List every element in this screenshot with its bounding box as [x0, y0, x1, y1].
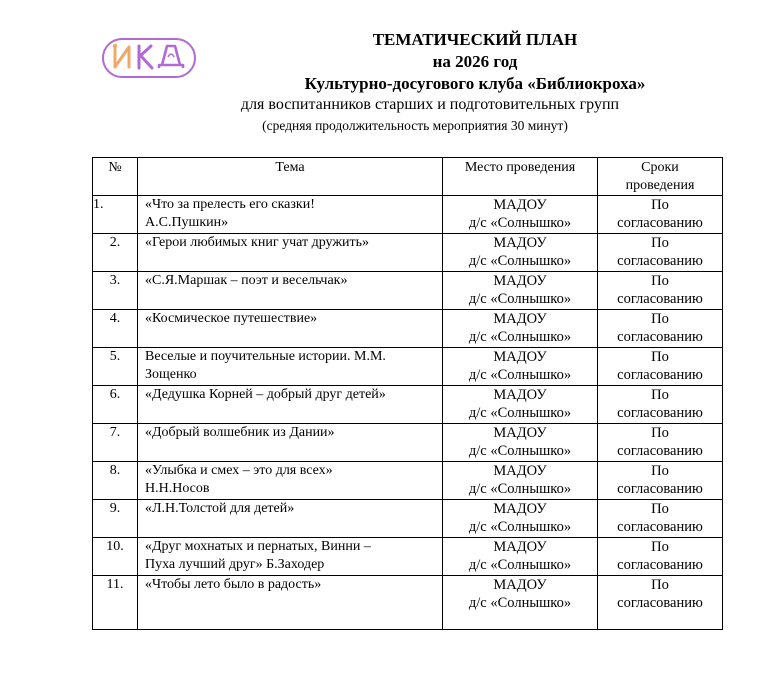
doc-year: на 2026 год [432, 52, 518, 71]
col-header-term [598, 158, 723, 196]
row-term-line2: согласованию [617, 367, 703, 383]
row-place-line1: МАДОУ [493, 577, 547, 593]
row-term-line2: согласованию [617, 557, 703, 573]
row-term-line1: По [651, 235, 669, 251]
table-row [93, 196, 723, 234]
row-term-line1: По [651, 197, 669, 213]
row-term-line2: согласованию [617, 291, 703, 307]
row-place-line1: МАДОУ [493, 463, 547, 479]
row-place-line2: д/с «Солнышко» [468, 443, 572, 459]
row-place [443, 576, 598, 630]
row-place-line2: д/с «Солнышко» [468, 253, 572, 269]
row-number: 8. [93, 462, 138, 500]
row-number: 6. [93, 386, 138, 424]
row-place-line1: МАДОУ [493, 387, 547, 403]
row-term [598, 272, 723, 310]
row-place-line1: МАДОУ [493, 539, 547, 555]
row-place [443, 310, 598, 348]
table-header-row [93, 158, 723, 196]
row-topic-line2: А.С.Пушкин» [145, 215, 229, 230]
row-term [598, 348, 723, 386]
col-header-term-line2: проведения [625, 178, 695, 193]
row-term [598, 424, 723, 462]
row-place-line1: МАДОУ [493, 349, 547, 365]
row-term-line1: По [651, 425, 669, 441]
row-place-line2: д/с «Солнышко» [468, 481, 572, 497]
row-topic [138, 310, 443, 348]
row-term-line1: По [651, 349, 669, 365]
row-place [443, 272, 598, 310]
row-term-line2: согласованию [617, 519, 703, 535]
row-term [598, 386, 723, 424]
row-term-line1: По [651, 539, 669, 555]
row-topic-line1: «Друг мохнатых и пернатых, Винни – [145, 539, 371, 554]
row-place-line1: МАДОУ [493, 197, 547, 213]
row-topic [138, 348, 443, 386]
row-place [443, 234, 598, 272]
row-topic [138, 386, 443, 424]
table-row [93, 462, 723, 500]
plan-table [92, 157, 723, 630]
table-row [93, 538, 723, 576]
row-term [598, 500, 723, 538]
row-term-line1: По [651, 311, 669, 327]
table-row [93, 310, 723, 348]
row-place-line2: д/с «Солнышко» [468, 291, 572, 307]
table-row [93, 272, 723, 310]
row-term-line1: По [651, 463, 669, 479]
row-place-line2: д/с «Солнышко» [468, 595, 572, 611]
row-term [598, 234, 723, 272]
row-place [443, 386, 598, 424]
row-topic [138, 462, 443, 500]
doc-title: ТЕМАТИЧЕСКИЙ ПЛАН [372, 30, 578, 49]
row-place-line1: МАДОУ [493, 273, 547, 289]
row-topic-line1: «С.Я.Маршак – поэт и весельчак» [145, 273, 348, 288]
row-number: 4. [93, 310, 138, 348]
row-term-line1: По [651, 387, 669, 403]
row-topic [138, 196, 443, 234]
table-body [93, 196, 723, 630]
row-place [443, 462, 598, 500]
row-topic-line2: Пуха лучший друг» Б.Заходер [145, 557, 325, 572]
row-topic [138, 424, 443, 462]
row-term [598, 538, 723, 576]
row-topic [138, 500, 443, 538]
row-place-line1: МАДОУ [493, 235, 547, 251]
doc-club-name: Культурно-досугового клуба «Библиокроха» [304, 74, 646, 93]
row-term-line1: По [651, 577, 669, 593]
row-topic [138, 538, 443, 576]
table-row [93, 348, 723, 386]
row-place [443, 424, 598, 462]
row-place-line2: д/с «Солнышко» [468, 557, 572, 573]
row-term-line2: согласованию [617, 329, 703, 345]
row-number: 10. [93, 538, 138, 576]
table-row [93, 500, 723, 538]
row-term-line2: согласованию [617, 253, 703, 269]
row-topic [138, 272, 443, 310]
row-term-line2: согласованию [617, 405, 703, 421]
row-topic-line1: «Дедушка Корней – добрый друг детей» [145, 387, 386, 402]
row-place [443, 500, 598, 538]
row-topic-line1: «Космическое путешествие» [145, 311, 318, 326]
row-number: 5. [93, 348, 138, 386]
row-term-line2: согласованию [617, 215, 703, 231]
col-header-topic: Тема [138, 158, 443, 196]
row-place [443, 538, 598, 576]
row-topic-line1: «Чтобы лето было в радость» [145, 577, 322, 592]
row-place [443, 196, 598, 234]
row-term-line2: согласованию [617, 595, 703, 611]
row-number: 3. [93, 272, 138, 310]
row-place-line2: д/с «Солнышко» [468, 215, 572, 231]
row-place-line2: д/с «Солнышко» [468, 405, 572, 421]
row-term-line1: По [651, 273, 669, 289]
row-term [598, 576, 723, 630]
table-row [93, 424, 723, 462]
row-number: 2. [93, 234, 138, 272]
row-term [598, 196, 723, 234]
col-header-place: Место проведения [443, 158, 598, 196]
row-number: 11. [93, 576, 138, 630]
row-topic [138, 234, 443, 272]
row-term [598, 310, 723, 348]
row-topic-line2: Н.Н.Носов [145, 481, 210, 496]
row-term-line2: согласованию [617, 443, 703, 459]
col-header-num: № [93, 158, 138, 196]
doc-duration-note: (средняя продолжительность мероприятия 30 минут) [262, 118, 568, 133]
row-place-line1: МАДОУ [493, 501, 547, 517]
row-number: 1. [93, 196, 138, 234]
club-logo [101, 37, 197, 79]
row-term-line2: согласованию [617, 481, 703, 497]
row-place [443, 348, 598, 386]
row-topic-line1: «Герои любимых книг учат дружить» [145, 235, 370, 250]
table-row [93, 234, 723, 272]
row-number: 9. [93, 500, 138, 538]
row-topic-line1: Веселые и поучительные истории. М.М. [145, 349, 386, 364]
col-header-term-line1: Сроки [641, 160, 679, 175]
table-row [93, 386, 723, 424]
row-topic [138, 576, 443, 630]
row-topic-line1: «Улыбка и смех – это для всех» [145, 463, 333, 478]
row-topic-line1: «Добрый волшебник из Дании» [145, 425, 335, 440]
row-place-line2: д/с «Солнышко» [468, 329, 572, 345]
logo-icon [101, 37, 197, 79]
row-topic-line2: Зощенко [145, 367, 197, 382]
table-row [93, 576, 723, 630]
row-term [598, 462, 723, 500]
doc-audience: для воспитанников старших и подготовительных групп [240, 96, 620, 113]
row-topic-line1: «Что за прелесть его сказки! [145, 197, 315, 212]
row-place-line2: д/с «Солнышко» [468, 519, 572, 535]
row-place-line2: д/с «Солнышко» [468, 367, 572, 383]
row-number: 7. [93, 424, 138, 462]
row-term-line1: По [651, 501, 669, 517]
row-topic-line1: «Л.Н.Толстой для детей» [145, 501, 295, 516]
row-place-line1: МАДОУ [493, 311, 547, 327]
row-place-line1: МАДОУ [493, 425, 547, 441]
